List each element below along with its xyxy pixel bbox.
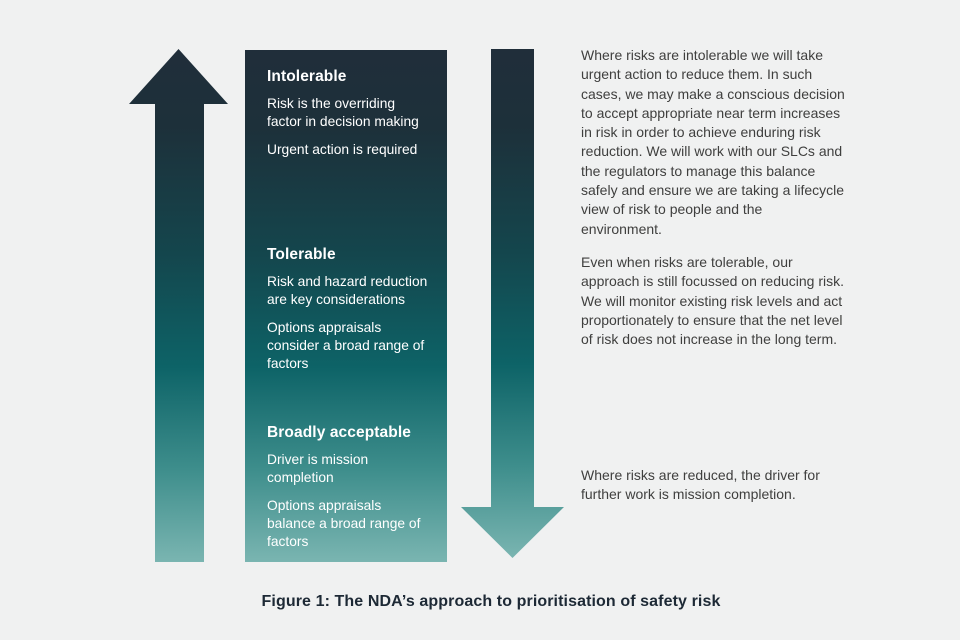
risk-section-point: Options appraisals consider a broad range of factors xyxy=(267,319,425,372)
annotation-broadly-acceptable: Where risks are reduced, the driver for further work is mission completion. xyxy=(581,467,820,503)
risk-section-title: Intolerable xyxy=(267,68,347,85)
risk-section-intolerable xyxy=(267,68,433,168)
risk-section-point: Risk and hazard reduction are key considerations xyxy=(267,274,428,308)
risk-section-title: Tolerable xyxy=(267,246,336,263)
risk-section-point: Urgent action is required xyxy=(267,141,418,157)
down-arrow-icon xyxy=(459,47,566,560)
risk-section-point: Driver is mission completion xyxy=(267,452,369,486)
risk-section-tolerable xyxy=(267,246,433,382)
up-arrow-icon xyxy=(126,47,230,563)
risk-section-point: Risk is the overriding factor in decision making xyxy=(267,96,419,130)
annotation-intolerable: Where risks are intolerable we will take urgent action to reduce them. In such cases, we may make a conscious decision to accept appropriate near term increases in risk in order to achieve enduring risk reduction. We will work with our SLCs and the regulators to manage this balance safely and ensure we are taking a lifecycle view of risk to people and the environment. xyxy=(581,47,845,237)
annotation-tolerable: Even when risks are tolerable, our approach is still focussed on reducing risk. We will monitor existing risk levels and act proportionately to ensure that the net level of risk does not increase in the long term. xyxy=(581,254,845,348)
risk-levels-panel xyxy=(245,50,447,562)
risk-section-point: Options appraisals balance a broad range of factors xyxy=(267,497,421,550)
risk-section-broadly-acceptable xyxy=(267,424,433,560)
risk-section-title: Broadly acceptable xyxy=(267,424,411,441)
annotation-column xyxy=(581,0,845,560)
figure-caption: Figure 1: The NDA’s approach to prioritisation of safety risk xyxy=(261,593,721,610)
